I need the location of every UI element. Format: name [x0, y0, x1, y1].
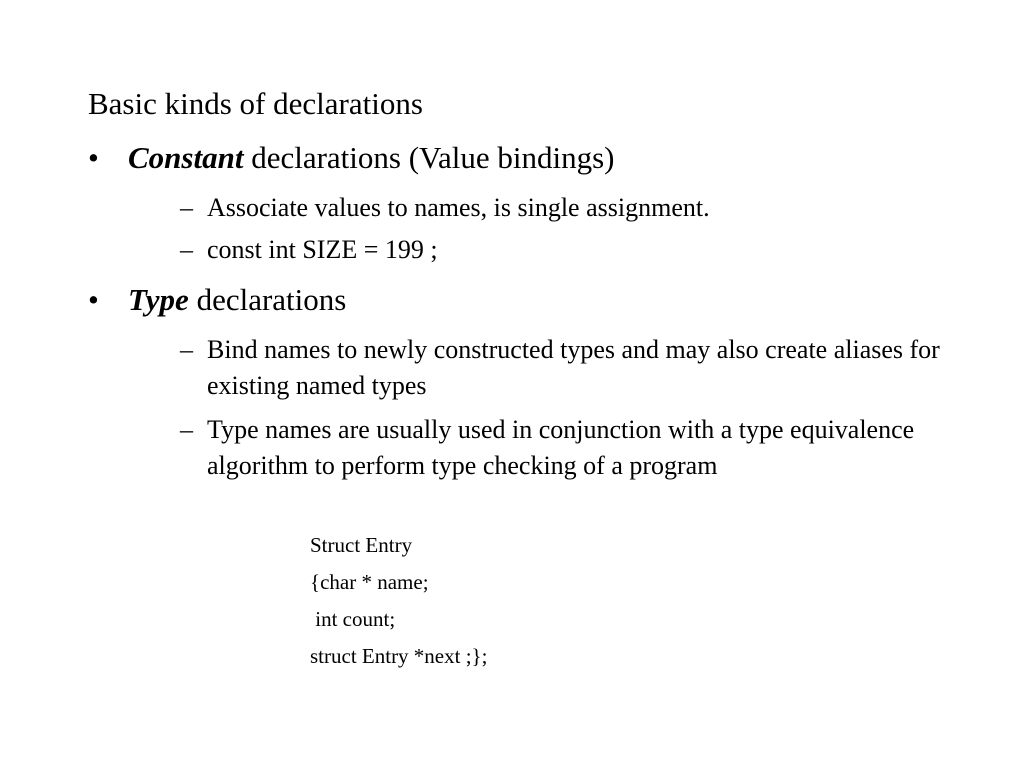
code-line: {char * name; [310, 570, 429, 594]
bullet-text: declarations [188, 282, 347, 317]
slide-heading: Basic kinds of declarations [88, 86, 423, 121]
bullet-text: declarations (Value bindings) [243, 140, 615, 175]
subitem-associate-values [180, 190, 960, 226]
subitem-bind-names [180, 332, 960, 404]
bullet-emphasis: Type [128, 282, 189, 317]
subitem-marker: – [180, 235, 193, 264]
subitem-type-names [180, 412, 960, 484]
code-line: int count; [310, 607, 396, 631]
bullet-emphasis: Constant [128, 140, 244, 175]
bullet-constant-declarations [88, 138, 614, 178]
subitem-const-example [180, 232, 960, 268]
code-line: struct Entry *next ;}; [310, 644, 488, 668]
subitem-marker: – [180, 335, 193, 364]
code-line: Struct Entry [310, 533, 413, 557]
subitem-marker: – [180, 193, 193, 222]
bullet-marker: • [88, 140, 99, 175]
subitem-text: const int SIZE = 199 ; [207, 235, 438, 264]
subitem-text: Bind names to newly constructed types and may also create aliases for existing named types [207, 335, 940, 400]
subitem-text: Type names are usually used in conjunction with a type equivalence algorithm to perform type checking of a program [207, 415, 915, 480]
subitem-text: Associate values to names, is single assignment. [207, 193, 710, 222]
bullet-marker: • [88, 282, 99, 317]
bullet-type-declarations [88, 280, 346, 320]
subitem-marker: – [180, 415, 193, 444]
